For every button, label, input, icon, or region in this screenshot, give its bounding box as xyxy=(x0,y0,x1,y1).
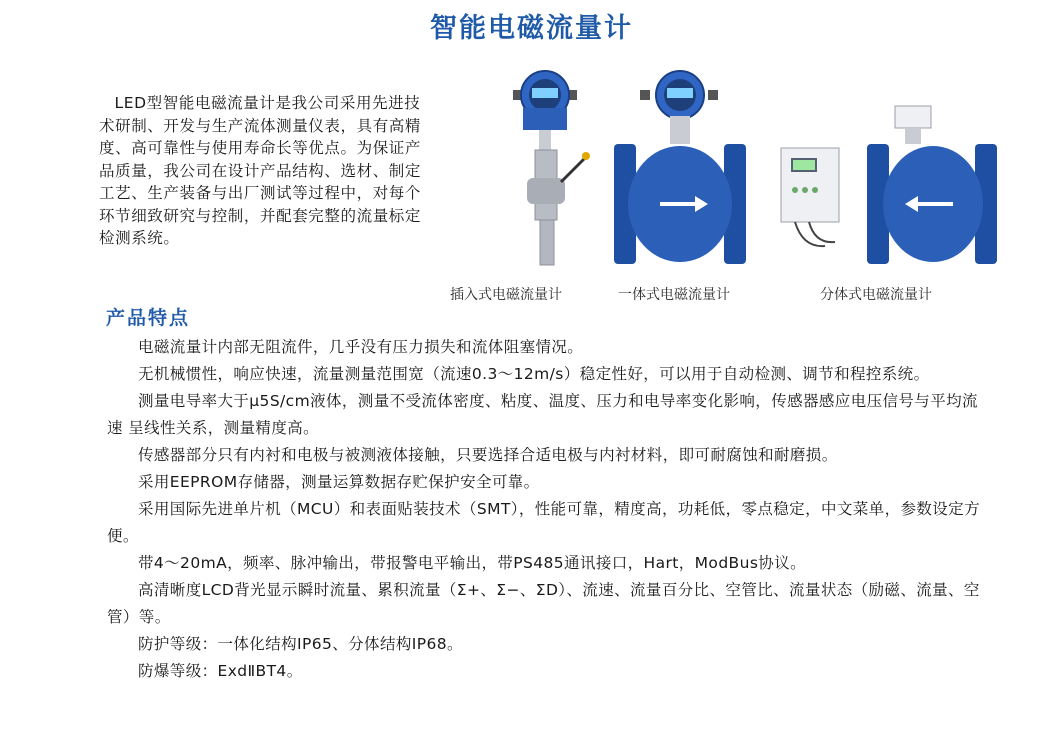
feature-item: 高清晰度LCD背光显示瞬时流量、累积流量（Σ+、Σ−、ΣD）、流速、流量百分比、空管比、流量状态（励磁、流量、空管）等。 xyxy=(107,581,980,626)
features-list xyxy=(107,334,987,685)
feature-item: 防护等级：一体化结构IP65、分体结构IP68。 xyxy=(138,635,463,653)
feature-item: 采用EEPROM存储器，测量运算数据存贮保护安全可靠。 xyxy=(138,473,540,491)
product-caption-split: 分体式电磁流量计 xyxy=(820,287,932,303)
insertion-flowmeter-image xyxy=(485,68,605,273)
features-title: 产品特点 xyxy=(106,307,191,329)
product-caption-insertion: 插入式电磁流量计 xyxy=(450,287,562,303)
feature-item: 传感器部分只有内衬和电极与被测液体接触，只要选择合适电极与内衬材料，即可耐腐蚀和耐磨损。 xyxy=(138,446,838,464)
feature-item: 防爆等级：ExdⅡBT4。 xyxy=(138,662,303,680)
intro-text: LED型智能电磁流量计是我公司采用先进技术研制、开发与生产流体测量仪表，具有高精度、高可靠性与使用寿命长等优点。为保证产品质量，我公司在设计产品结构、选材、制定工艺、生产装备与出厂测试等过程中，对每个环节细致研究与控制，并配套完整的流量标定检测系统。 xyxy=(99,94,422,247)
feature-item: 无机械惯性，响应快速，流量测量范围宽（流速0.3～12m/s）稳定性好，可以用于自动检测、调节和程控系统。 xyxy=(138,365,930,383)
product-caption-integrated: 一体式电磁流量计 xyxy=(618,287,730,303)
page-title: 智能电磁流量计 xyxy=(430,13,633,44)
feature-item: 电磁流量计内部无阻流件，几乎没有压力损失和流体阻塞情况。 xyxy=(138,338,584,356)
feature-item: 带4～20mA，频率、脉冲输出，带报警电平输出，带PS485通讯接口，Hart，ModBus协议。 xyxy=(138,554,806,572)
product-images xyxy=(440,68,1040,308)
integrated-flowmeter-image xyxy=(610,68,760,273)
feature-item: 测量电导率大于μ5S/cm液体，测量不受流体密度、粘度、温度、压力和电导率变化影响，传感器感应电压信号与平均流速 呈线性关系，测量精度高。 xyxy=(107,392,978,437)
feature-item: 采用国际先进单片机（MCU）和表面贴装技术（SMT），性能可靠，精度高，功耗低，零点稳定，中文菜单，参数设定方便。 xyxy=(107,500,980,545)
split-flowmeter-image xyxy=(775,98,1005,273)
intro-paragraph xyxy=(99,92,434,250)
